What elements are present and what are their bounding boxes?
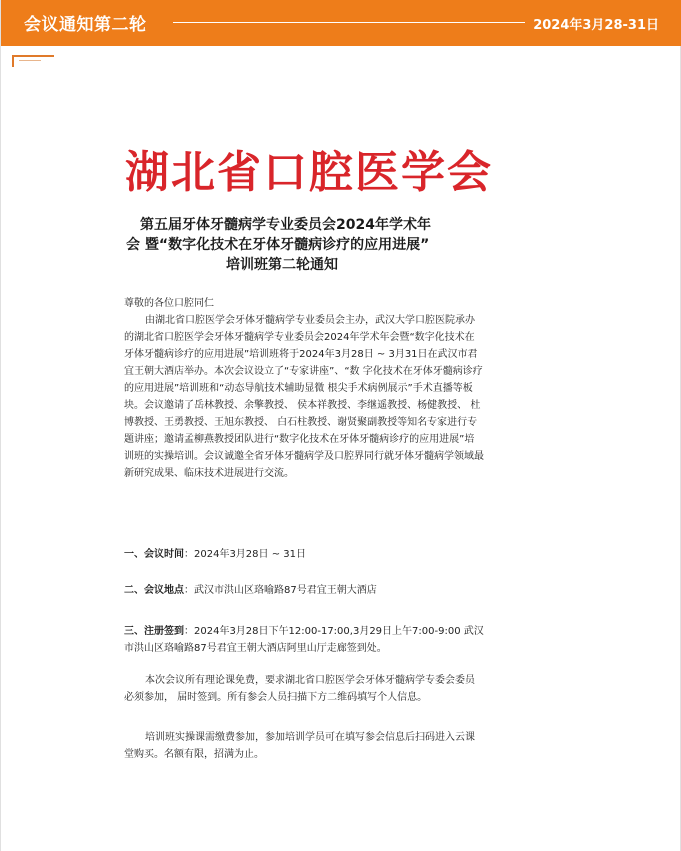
greeting: 尊敬的各位口腔同仁 — [124, 298, 214, 309]
section-registration — [124, 623, 484, 657]
section-content: ：2024年3月28日下午12:00-17:00,3月29日上午7:00-9:00 武汉市洪山区珞喻路87号君宜王朝大酒店阿里山厅走廊签到处。 — [124, 626, 484, 654]
corner-ornament-icon — [12, 55, 54, 67]
header-banner — [1, 0, 681, 46]
banner-divider — [173, 22, 525, 23]
section-meeting-location — [124, 582, 484, 599]
section-content: ：武汉市洪山区珞喻路87号君宜王朝大酒店 — [184, 585, 377, 596]
section-content: ：2024年3月28日 ~ 31日 — [184, 549, 306, 560]
corner-ornament-line — [19, 60, 41, 61]
section-label: 二、会议地点 — [124, 585, 184, 596]
subtitle-line-3: 培训班第二轮通知 — [226, 257, 338, 273]
subtitle-line-2: 会 暨“数字化技术在牙体牙髓病诊疗的应用进展” — [126, 237, 430, 253]
banner-date: 2024年3月28-31日 — [533, 18, 659, 33]
organization-title: 湖北省口腔医学会 — [125, 147, 493, 198]
section-meeting-time — [124, 546, 484, 563]
training-fee-paragraph: 培训班实操课需缴费参加，参加培训学员可在填写参会信息后扫码进入云课堂购买。名额有限，招满为止。 — [124, 732, 475, 760]
subtitle-line-1: 第五届牙体牙髓病学专业委员会2024年学术年 — [140, 217, 431, 233]
section-label: 三、注册签到 — [124, 626, 184, 637]
section-label: 一、会议时间 — [124, 549, 184, 560]
free-course-paragraph: 本次会议所有理论课免费，要求湖北省口腔医学会牙体牙髓病学专委会委员必须参加， 届时签到。所有参会人员扫描下方二维码填写个人信息。 — [124, 675, 475, 703]
notice-subtitle — [126, 215, 486, 275]
banner-title: 会议通知第二轮 — [24, 15, 147, 35]
intro-paragraph: 由湖北省口腔医学会牙体牙髓病学专业委员会主办，武汉大学口腔医院承办的湖北省口腔医学会牙体牙髓病学专业委员会2024年学术年会暨“数字化技术在牙体牙髓病诊疗的应用进展”培训班将于2024年3月28日 ~ 3月31日在武汉市君宜王朝大酒店举办。本次会议设立了“专家讲座”、“数 字化技术在牙体牙髓病诊疗的应用进展”培训班和“动态导航技术辅助显微 根尖手术病例展示”手术直播等板块。会议邀请了岳林教授、余擎教授、 侯本祥教授、李继遥教授、杨健教授、 杜博教授、王勇教授、王旭东教授、 白石柱教授、谢贤聚副教授等知名专家进行专题讲座；邀请孟柳燕教授团队进行“数字化技术在牙体牙髓病诊疗的应用进展”培训班的实操培训。会议诚邀全省牙体牙髓病学及口腔界同行就牙体牙髓病学领域最新研究成果、临床技术进展进行交流。 — [124, 315, 484, 479]
